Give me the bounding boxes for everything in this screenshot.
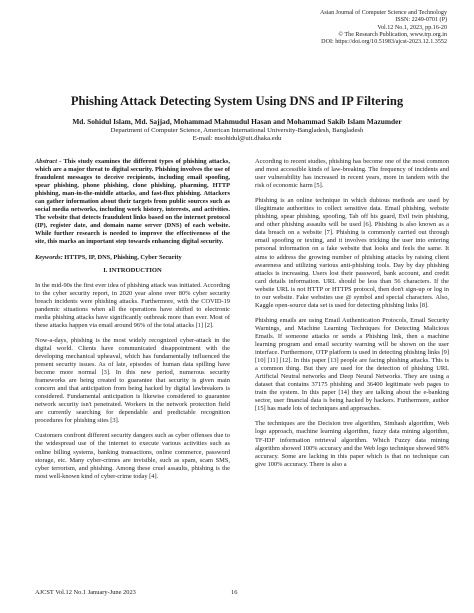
journal-header [197,10,447,46]
keywords-text: HTTPS, IP, DNS, Phishing, Cyber Security [62,253,182,261]
journal-doi[interactable]: DOI: https://doi.org/10.51983/ajcst-2023.12.1.3552 [321,39,447,46]
abstract-text: This study examines the different types of phishing attacks, which are a major threat to digital security. Phishing involves the use of fraudulent messages to deceive recipients, including email spoofing, spear phishing, phone phishing, clone phishing, pharming, HTTP phishing, man-in-the-middle attacks, and fast-flux phishing. Attackers can gather information about their targets from public sources such as social media networks, including work history, interests, and activities. The website that detects fraudulent links based on the internet protocol (IP), register date, and domain name server (DNS) of each website. While further research is needed to improve the effectiveness of the site, this marks an important step towards enhancing digital security. [35,158,230,246]
right-column [255,158,449,476]
keywords-label: Keywords: [35,253,63,261]
intro-paragraph: Customers confront different security dangers such as cyber offenses due to the widespread use of the internet to execute various activities such as online billing systems, banking transactions, online commerce, password storage, etc. Many cyber-crimes are invisible, such as spam, scam SMS, cyber terrorism, and phishing. Among these cruel assaults, phishing is the most well-known kind of cyber-crime today [4]. [35,432,230,480]
intro-paragraph: Now-a-days, phishing is the most widely recognized cyber-attack in the digital world. Clients have communicated disappointment with the developing mechanical upheaval, which has fundamentally influenced the present security issues. As of late, episodes of human data spilling have become more normal [3]. In this new period, numerous security frameworks are being created to guarantee that security is given main concern and that anticipation from being hacked by digital lawbreakers is considered. Fundamental anticipation is likewise considered to guarantee network security isn't penetrated. Workers in the network protection field are currently searching for dependable and predictable recognition procedures for phishing sites [3]. [35,336,230,425]
journal-volume: Vol.12 No.1, 2023, pp.16-20 [377,24,447,31]
left-column [35,158,230,488]
journal-publisher: © The Research Publication, www.trp.org.in [338,31,447,38]
affiliation [20,127,454,143]
journal-issn: ISSN: 2249-0701 (P) [395,17,447,24]
journal-name: Asian Journal of Computer Science and Technology [319,10,447,16]
body-paragraph: The techniques are the Decision tree algorithm, Simhash algorithm, Web logo approach, machine learning algorithm, fuzzy data mining algorithm, TF-IDF information retrieval algorithm. Which Fuzzy data mining algorithm showed 100% accuracy and the Web logo technique showed 98% accuracy. Some are lacking in this paper which is that no technique can give 100% accuracy. There is also a [255,420,449,468]
body-paragraph: Phishing is an online technique in which dubious methods are used by illegitimate authorities to collect sensitive data. Email phishing, website phishing, spear phishing, spoofing, Tab off his guard, Evil twin phishing, and other phishing assaults will be used [6]. Phishing is also known as a data breach on a website [7]. Phishing is commonly carried out through email spoofing or texting, and it involves tricking the user into entering personal information on a fake website that looks and feels the same. It aims to address the growing number of phishing attacks by raising client awareness and utilizing various anti-phishing tools. Day by day phishing attacks is increasing. Users lost their password, bank account, and credit card details information. URL should be less than 56 characters. If the website URL is not HTTP or HTTPS protocol, then don't sign-up or log in to our website. Fake websites use @ symbol and special characters. Also, Kaggle open-source data set is used for detecting phishing links [8]. [255,197,449,309]
body-paragraph: According to recent studies, phishing has become one of the most common and most accessible kinds of law-breaking. The frequency of incidents and user vulnerability has increased in recent years, more in tandem with the risk of economic harm [5]. [255,158,449,190]
intro-paragraph: In the mid-90s the first ever idea of phishing attack was initiated. According to the cyber security report, in 2020 year alone over 80% cyber security breach incidents were phishing attacks. Furthermore, with the COVID-19 pandemic situations when all the operations have shifted to electronic media phishing attacks have significantly outbreak more than ever. Most of these attacks happen via email around 96% of the total attacks [1] [2]. [35,281,230,329]
paper-title: Phishing Attack Detecting System Using DNS and IP Filtering [70,94,404,108]
keywords [35,254,230,262]
author-email[interactable]: E-mail: msohidul@uit.dhaka.edu [192,135,282,143]
footer-page-number: 16 [231,589,238,596]
abstract [35,158,230,247]
abstract-label: Abstract - [35,158,62,165]
footer-journal-issue: AJCST Vol.12 No.1 January-June 2023 [35,589,136,596]
body-paragraph: Phishing emails are using Email Authentication Protocols, Email Security Warnings, and Machine Learning Techniques for Detecting Malicious Emails. If someone attacks or sends a Phishing link, then a machine learning program and email security warning will be shown on the user interface. Furthermore, OTP platform is used in detecting phishing links [9] [10] [11] [12]. In this paper [13] people are facing phishing attacks. This is a common thing. But they are used for the detection of phishing URL Artificial Neutral networks and Deep Neural Networks. They are using a dataset that contains 37175 phishing and 36400 legitimate web pages to train the system. In this paper [14] they are talking about the e-banking sector, user financial data is being hacked by hackers. Furthermore, author [15] has made lots of techniques and approaches. [255,316,449,413]
department: Department of Computer Science, American International University-Bangladesh, Bangladesh [110,127,364,134]
paper-authors: Md. Sohidul Islam, Md. Sajjad, Mohammad Mahmudul Hasan and Mohammad Sakib Islam Mazumder [72,117,402,126]
section-heading-introduction: I. INTRODUCTION [103,266,162,274]
